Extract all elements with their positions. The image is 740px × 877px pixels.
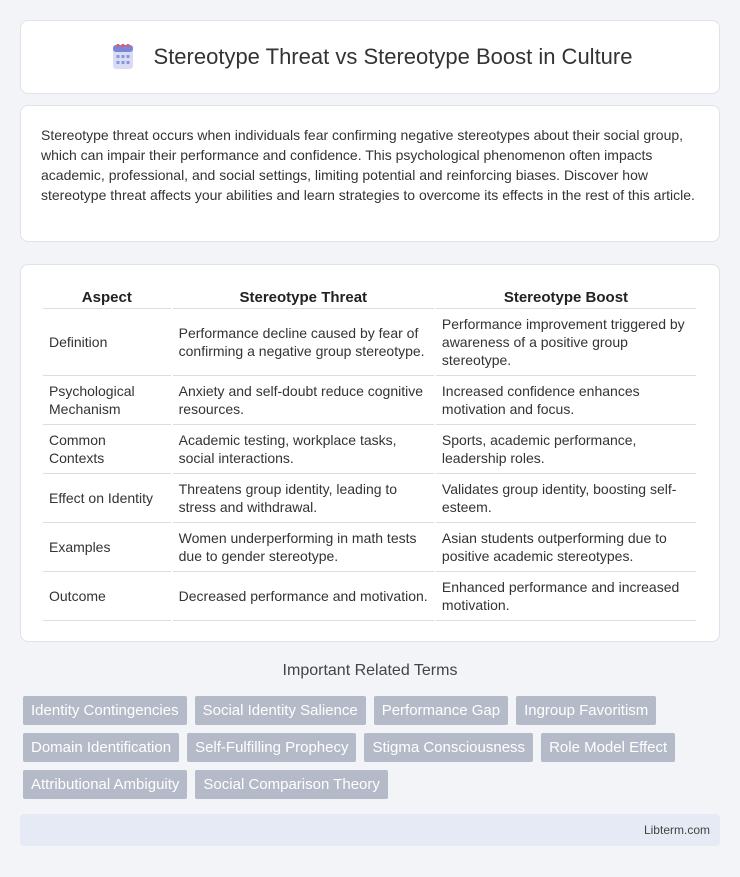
comparison-table-card bbox=[20, 264, 720, 642]
table-row bbox=[43, 309, 696, 376]
related-terms-list bbox=[23, 696, 723, 799]
header bbox=[108, 42, 633, 72]
cell-aspect: Examples bbox=[43, 523, 171, 572]
related-term-tag[interactable]: Performance Gap bbox=[374, 696, 508, 725]
cell-aspect: Outcome bbox=[43, 572, 171, 621]
footer-site-link[interactable]: Libterm.com bbox=[643, 823, 710, 837]
related-term-tag[interactable]: Self-Fulfilling Prophecy bbox=[187, 733, 356, 762]
related-term-tag[interactable]: Role Model Effect bbox=[541, 733, 675, 762]
cell-boost: Performance improvement triggered by awareness of a positive group stereotype. bbox=[436, 309, 696, 376]
table-row bbox=[43, 572, 696, 621]
document-icon bbox=[108, 42, 138, 72]
cell-boost: Validates group identity, boosting self-esteem. bbox=[436, 474, 696, 523]
cell-threat: Performance decline caused by fear of confirming a negative group stereotype. bbox=[173, 309, 434, 376]
related-term-tag[interactable]: Ingroup Favoritism bbox=[516, 696, 656, 725]
intro-card bbox=[20, 105, 720, 242]
cell-boost: Enhanced performance and increased motivation. bbox=[436, 572, 696, 621]
table-header-row bbox=[43, 285, 696, 309]
table-row bbox=[43, 425, 696, 474]
related-terms-title: Important Related Terms bbox=[282, 662, 458, 679]
column-header-threat: Stereotype Threat bbox=[173, 285, 434, 309]
related-term-tag[interactable]: Domain Identification bbox=[23, 733, 179, 762]
intro-paragraph: Stereotype threat occurs when individuals fear confirming negative stereotypes about their social group, which can impair their performance and confidence. This psychological phenomenon often impacts academic, professional, and social settings, limiting potential and reinforcing biases. Discover how stereotype threat affects your abilities and learn strategies to overcome its effects in the rest of this article. bbox=[41, 127, 695, 203]
cell-threat: Threatens group identity, leading to stress and withdrawal. bbox=[173, 474, 434, 523]
table-row bbox=[43, 376, 696, 425]
related-term-tag[interactable]: Social Identity Salience bbox=[195, 696, 366, 725]
cell-aspect: Effect on Identity bbox=[43, 474, 171, 523]
related-term-tag[interactable]: Attributional Ambiguity bbox=[23, 770, 187, 799]
related-term-tag[interactable]: Identity Contingencies bbox=[23, 696, 187, 725]
cell-threat: Anxiety and self-doubt reduce cognitive resources. bbox=[173, 376, 434, 425]
related-term-tag[interactable]: Stigma Consciousness bbox=[364, 733, 533, 762]
column-header-aspect: Aspect bbox=[43, 285, 171, 309]
header-card bbox=[20, 20, 720, 94]
comparison-table bbox=[41, 285, 698, 621]
cell-aspect: Definition bbox=[43, 309, 171, 376]
column-header-boost: Stereotype Boost bbox=[436, 285, 696, 309]
table-row bbox=[43, 523, 696, 572]
cell-aspect: Psychological Mechanism bbox=[43, 376, 171, 425]
table-row bbox=[43, 474, 696, 523]
page-title: Stereotype Threat vs Stereotype Boost in Culture bbox=[153, 44, 633, 69]
cell-boost: Sports, academic performance, leadership roles. bbox=[436, 425, 696, 474]
footer bbox=[20, 814, 720, 846]
cell-threat: Women underperforming in math tests due to gender stereotype. bbox=[173, 523, 434, 572]
cell-threat: Decreased performance and motivation. bbox=[173, 572, 434, 621]
cell-boost: Asian students outperforming due to positive academic stereotypes. bbox=[436, 523, 696, 572]
related-term-tag[interactable]: Social Comparison Theory bbox=[195, 770, 387, 799]
cell-boost: Increased confidence enhances motivation and focus. bbox=[436, 376, 696, 425]
cell-aspect: Common Contexts bbox=[43, 425, 171, 474]
cell-threat: Academic testing, workplace tasks, social interactions. bbox=[173, 425, 434, 474]
